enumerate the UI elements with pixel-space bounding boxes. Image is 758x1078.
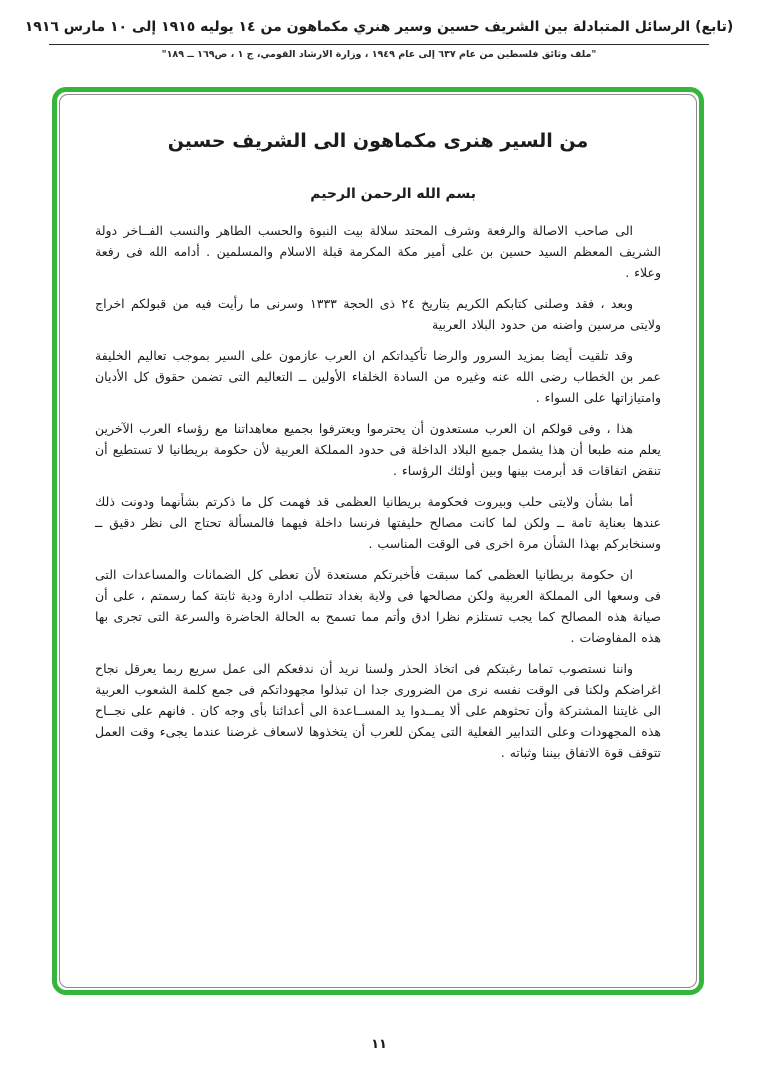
- letter-paragraph: وقد تلقيت أيضا بمزيد السرور والرضا تأكيداتكم ان العرب عازمون على السير بموجب تعاليم الخليفة عمر بن الخطاب رضى الله عنه وغيره من السادة الخلفاء الأولين ــ التعاليم التى تضمن حقوق كل الأديان وامتيازاتها على السواء .: [95, 348, 661, 405]
- document-header: [0, 16, 758, 60]
- letter-body: [57, 92, 699, 990]
- letter-paragraph: أما بشأن ولايتى حلب وبيروت فحكومة بريطانيا العظمى قد فهمت كل ما ذكرتم بشأنهما ودونت ذلك عندها بعناية تامة ــ ولكن لما كانت مصالح حليفتها فرنسا داخلة فيهما فالمسألة تحتاج الى نظر دقيق ــ وسنخابركم بهذا الشأن مرة اخرى فى الوقت المناسب .: [95, 494, 661, 551]
- green-highlight-frame: [52, 87, 704, 995]
- letter-paragraph: ان حكومة بريطانيا العظمى كما سبقت فأخبرتكم مستعدة لأن تعطى كل الضمانات والمساعدات التى فى وسعها الى المملكة العربية ولكن مصالحها فى ولاية بغداد تتطلب ادارة ودية ثابتة كما رسمتم ، على أن صيانة هذه المصالح كما يجب تستلزم نظرا ادق وأتم مما تسمح به الحالة الحاضرة والسرعة التى تجرى بها هذه المفاوضات .: [95, 567, 661, 645]
- letter-paragraph: وبعد ، فقد وصلنى كتابكم الكريم بتاريخ ٢٤ ذى الحجة ١٣٣٣ وسرنى ما رأيت فيه من قبولكم اخراج ولايتى مرسين واضنه من حدود البلاد العربية: [95, 296, 661, 332]
- document-source-citation: "ملف وثائق فلسطين من عام ٦٣٧ إلى عام ١٩٤٩ ، وزارة الارشاد القومي، ج ١ ، ص١٦٩ ــ ١٨٩": [161, 49, 597, 61]
- letter-paragraph: واننا نستصوب تماما رغبتكم فى اتخاذ الحذر ولسنا نريد أن ندفعكم الى عمل سريع ربما يعرقل نجاح اغراضكم ولكنا فى الوقت نفسه نرى من الضرورى جدا ان تبذلوا مجهوداتكم فى جمع كلمة الشعوب العربية الى غايتنا المشتركة وأن تحثوهم على ألا يمــدوا يد المســاعدة الى أعدائنا بأى وجه كان . فانهم على نجــاح هذه المجهودات وعلى التدابير الفعلية التى يمكن للعرب أن يتخذوها لاسعاف غرضنا عندما يجىء وقت العمل تتوقف قوة الاتفاق بيننا وثباته .: [95, 661, 661, 760]
- basmala-line: بسم الله الرحمن الرحيم: [310, 186, 476, 202]
- header-divider: [49, 44, 709, 45]
- document-header-title: (تابع) الرسائل المتبادلة بين الشريف حسين وسير هنري مكماهون من ١٤ يوليه ١٩١٥ إلى ١٠ مارس ١٩١٦: [24, 19, 734, 35]
- letter-title: من السير هنرى مكماهون الى الشريف حسين: [167, 130, 589, 152]
- page-number: ١١: [371, 1037, 387, 1052]
- letter-paragraph: الى صاحب الاصالة والرفعة وشرف المحتد سلالة بيت النبوة والحسب الطاهر والنسب الفــاخر دولة الشريف المعظم السيد حسين بن على أمير مكة المكرمة قبلة الاسلام والمسلمين . أدامه الله فى رفعة وعلاء .: [95, 223, 661, 280]
- letter-paragraph: هذا ، وفى قولكم ان العرب مستعدون أن يحترموا ويعترفوا بجميع معاهداتنا مع رؤساء العرب الآخرين يعلم منه طبعا أن هذا يشمل جميع البلاد الداخلة فى حدود المملكة العربية لأن حكومة بريطانيا لا تستطيع أن تنقض اتفاقات قد أبرمت بينها وبين أولئك الرؤساء .: [95, 421, 661, 478]
